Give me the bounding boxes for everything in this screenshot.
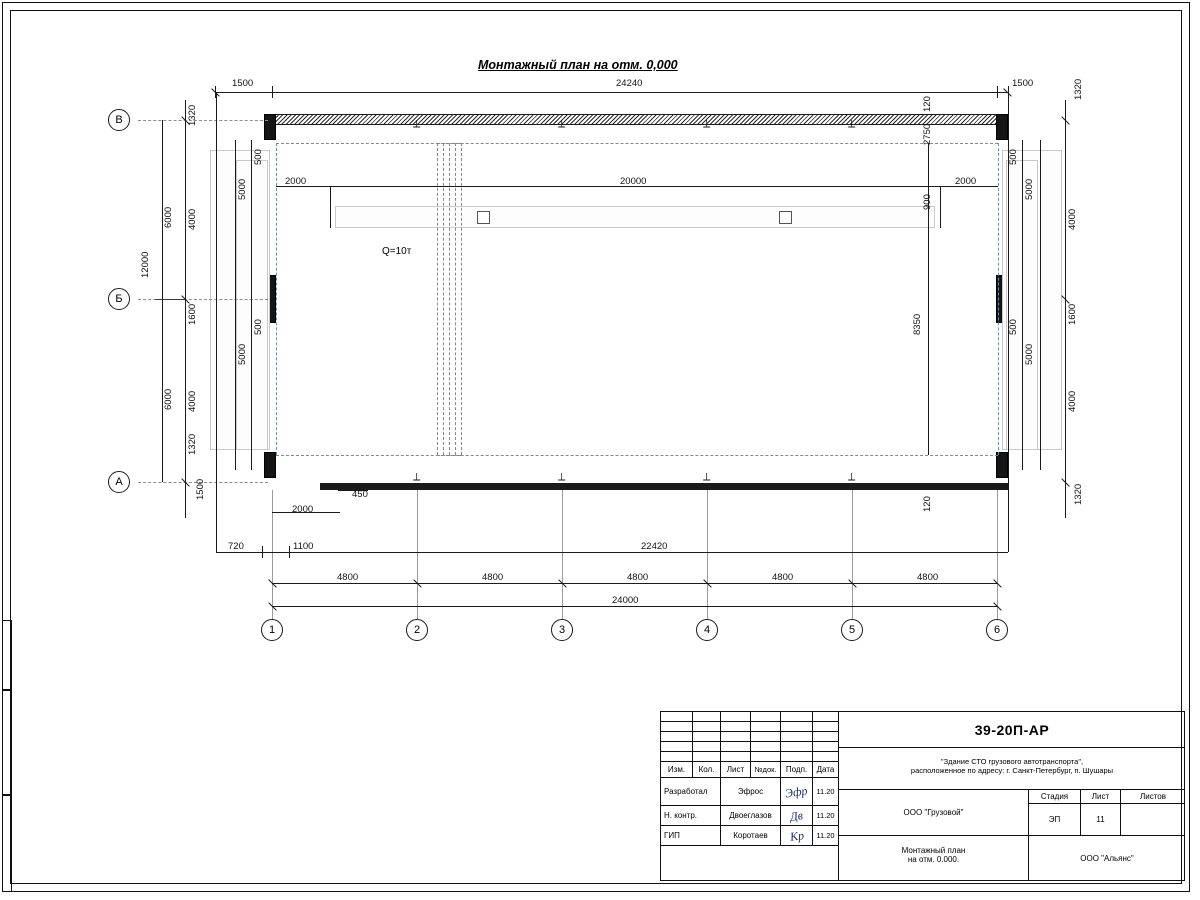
dim-left-6000-bottom: 6000 bbox=[163, 388, 174, 410]
stamp-object-line2: расположенное по адресу: г. Санкт-Петербург, п. Шушары bbox=[910, 765, 1114, 775]
axis-line-v bbox=[138, 120, 268, 121]
axis-bubble-v: В bbox=[108, 109, 130, 131]
dim-span-4: 4800 bbox=[772, 572, 794, 583]
crane-bridge-cap-bottom bbox=[437, 455, 461, 456]
rev-cell-r2c6 bbox=[813, 722, 839, 732]
rev-cell-r1c3 bbox=[721, 712, 751, 722]
stamp-name-1: Эфрос bbox=[721, 778, 781, 806]
dim-right-8350: 8350 bbox=[912, 313, 923, 335]
dim-right-4000-top: 4000 bbox=[1067, 208, 1078, 230]
dim-right-500-top: 500 bbox=[1008, 149, 1019, 165]
dim-span-2: 4800 bbox=[482, 572, 504, 583]
rev-cell-r4c5 bbox=[781, 742, 813, 752]
rev-cell-r5c4 bbox=[751, 752, 781, 762]
dim-top-right-1500: 1500 bbox=[1012, 78, 1034, 89]
axis-bubble-6: 6 bbox=[986, 619, 1008, 641]
crane-bridge-cap-top bbox=[437, 143, 461, 144]
rev-cell-r1c2 bbox=[693, 712, 721, 722]
rev-cell-r5c2 bbox=[693, 752, 721, 762]
crane-zone-top bbox=[276, 143, 998, 144]
axis-bubble-2: 2 bbox=[406, 619, 428, 641]
dim-top-left-1500: 1500 bbox=[232, 78, 254, 89]
ibeam-top-1: ⟂ bbox=[413, 118, 421, 130]
dimline-left-5000 bbox=[235, 140, 236, 470]
band-crane-runway bbox=[335, 206, 935, 228]
rev-cell-r4c2 bbox=[693, 742, 721, 752]
stamp-object-description bbox=[839, 748, 1185, 790]
stamp-sheet-value: 11 bbox=[1081, 804, 1121, 836]
crane-bridge-left bbox=[437, 143, 438, 455]
stamp-customer: ООО "Грузовой" bbox=[839, 790, 1029, 836]
dim-450: 450 bbox=[352, 489, 368, 500]
dim-bottom-120: 120 bbox=[922, 496, 933, 512]
stamp-sheet-title-line2: на отм. 0.000. bbox=[907, 855, 960, 865]
dim-right-5000-bottom: 5000 bbox=[1024, 343, 1035, 365]
rev-cell-r3c6 bbox=[813, 732, 839, 742]
stamp-sheets-value bbox=[1121, 804, 1185, 836]
stamp-col-list: Лист bbox=[721, 762, 751, 778]
dim-left-4000-bottom: 4000 bbox=[187, 390, 198, 412]
gridline-4 bbox=[707, 490, 708, 619]
dimline-left-4000 bbox=[185, 100, 186, 518]
ibeam-bottom-3: ⟂ bbox=[703, 471, 711, 483]
crane-node-left bbox=[477, 211, 490, 224]
dimline-bottom-chain1 bbox=[216, 552, 1008, 553]
rev-cell-r2c5 bbox=[781, 722, 813, 732]
frame-left-stub-bottom bbox=[2, 795, 12, 892]
stamp-col-izm: Изм. bbox=[661, 762, 693, 778]
stamp-sign-2 bbox=[781, 806, 813, 826]
rev-cell-r3c1 bbox=[661, 732, 693, 742]
title-block bbox=[660, 711, 1185, 881]
dim-right-1320-bottom: 1320 bbox=[1073, 483, 1084, 505]
rev-cell-r2c2 bbox=[693, 722, 721, 732]
stamp-sheets-header: Листов bbox=[1121, 790, 1185, 804]
stamp-sheet-title bbox=[839, 836, 1029, 881]
stamp-stage-value: ЭП bbox=[1029, 804, 1081, 836]
dimtick-top-b bbox=[272, 86, 273, 98]
rev-cell-r4c4 bbox=[751, 742, 781, 752]
stamp-role-3: ГИП bbox=[661, 826, 721, 846]
crane-bridge-right2 bbox=[455, 143, 456, 455]
rev-cell-r3c4 bbox=[751, 732, 781, 742]
axis-bubble-5: 5 bbox=[841, 619, 863, 641]
dimline-left-outer bbox=[216, 92, 217, 552]
stamp-col-ndok: №док. bbox=[751, 762, 781, 778]
crane-zone-bottom bbox=[276, 455, 998, 456]
rev-cell-r3c3 bbox=[721, 732, 751, 742]
stamp-object-line1: "Здание СТО грузового автотранспорта", bbox=[940, 757, 1084, 766]
dim-left-4000-top: 4000 bbox=[187, 208, 198, 230]
stamp-col-podp: Подп. bbox=[781, 762, 813, 778]
rev-cell-r5c1 bbox=[661, 752, 693, 762]
dim-wall-thickness-top: 120 bbox=[922, 96, 933, 112]
wall-bottom bbox=[320, 483, 1008, 490]
ibeam-bottom-4: ⟂ bbox=[848, 471, 856, 483]
rev-cell-r3c5 bbox=[781, 732, 813, 742]
dim-bottom-2000: 2000 bbox=[292, 504, 314, 515]
dim-right-2750: 2750 bbox=[922, 123, 933, 145]
stamp-sign-1 bbox=[781, 778, 813, 806]
dimtick-inner-right bbox=[940, 186, 941, 228]
stamp-name-3: Коротаев bbox=[721, 826, 781, 846]
stamp-col-data: Дата bbox=[813, 762, 839, 778]
dimtick-720 bbox=[262, 546, 263, 558]
dim-right-1600: 1600 bbox=[1067, 303, 1078, 325]
ibeam-bottom-2: ⟂ bbox=[558, 471, 566, 483]
stamp-date-2: 11.20 bbox=[813, 806, 839, 826]
rev-cell-r5c6 bbox=[813, 752, 839, 762]
stamp-stage-header: Стадия bbox=[1029, 790, 1081, 804]
dim-span-3: 4800 bbox=[627, 572, 649, 583]
dim-left-12000: 12000 bbox=[140, 251, 151, 278]
rev-cell-r1c4 bbox=[751, 712, 781, 722]
dimline-top-outer bbox=[215, 92, 1008, 93]
axis-bubble-b: Б bbox=[108, 288, 130, 310]
column-corner-tl bbox=[264, 114, 276, 140]
rev-cell-r1c5 bbox=[781, 712, 813, 722]
axis-bubble-3: 3 bbox=[551, 619, 573, 641]
dim-right-500-bottom: 500 bbox=[1008, 319, 1019, 335]
stamp-date-3: 11.20 bbox=[813, 826, 839, 846]
dimtick-inner-left bbox=[330, 186, 331, 228]
dim-top-24240: 24240 bbox=[616, 78, 643, 89]
crane-bridge-right bbox=[461, 143, 462, 455]
axis-bubble-1: 1 bbox=[261, 619, 283, 641]
rev-cell-r2c1 bbox=[661, 722, 693, 732]
stamp-designer-org: ООО "Альянс" bbox=[1080, 854, 1134, 863]
dimline-spans bbox=[272, 583, 998, 584]
dim-inner-left-2000: 2000 bbox=[285, 176, 307, 187]
rev-cell-r1c1 bbox=[661, 712, 693, 722]
axis-b-marker bbox=[155, 299, 185, 300]
ibeam-top-3: ⟂ bbox=[703, 118, 711, 130]
signature-glyph-1: Эфр bbox=[784, 783, 809, 801]
dimline-left-500 bbox=[251, 140, 252, 470]
dim-span-5: 4800 bbox=[917, 572, 939, 583]
ibeam-top-2: ⟂ bbox=[558, 118, 566, 130]
dim-inner-20000: 20000 bbox=[620, 176, 647, 187]
dim-22420: 22420 bbox=[641, 541, 668, 552]
dimline-right-4000 bbox=[1065, 100, 1066, 518]
crane-node-right bbox=[779, 211, 792, 224]
signature-glyph-2: Дв bbox=[789, 808, 804, 824]
dim-span-1: 4800 bbox=[337, 572, 359, 583]
dimline-right-inner bbox=[928, 143, 929, 455]
dim-left-1600: 1600 bbox=[187, 303, 198, 325]
crane-capacity-label: Q=10т bbox=[382, 246, 412, 257]
gridline-3 bbox=[562, 490, 563, 619]
dim-right-5000-top: 5000 bbox=[1024, 178, 1035, 200]
frame-left-stub-top bbox=[2, 620, 12, 690]
rev-cell-r4c6 bbox=[813, 742, 839, 752]
plan-title: Монтажный план на отм. 0,000 bbox=[478, 58, 678, 72]
rev-cell-r3c2 bbox=[693, 732, 721, 742]
stamp-role-2: Н. контр. bbox=[661, 806, 721, 826]
stamp-name-2: Двоеглазов bbox=[721, 806, 781, 826]
dim-left-500-bottom: 500 bbox=[253, 319, 264, 335]
band-left-inner bbox=[236, 160, 268, 450]
stamp-col-kol: Кол. bbox=[693, 762, 721, 778]
dim-24000: 24000 bbox=[612, 595, 639, 606]
rev-cell-r2c3 bbox=[721, 722, 751, 732]
dim-left-500-top: 500 bbox=[253, 149, 264, 165]
dimline-left-12000 bbox=[162, 120, 163, 482]
dimline-right-500 bbox=[1022, 140, 1023, 470]
wall-top bbox=[264, 114, 1008, 125]
gridline-2 bbox=[417, 490, 418, 619]
dimline-right-5000 bbox=[1040, 140, 1041, 470]
dim-top-right-1320: 1320 bbox=[1073, 78, 1084, 100]
axis-bubble-a: А bbox=[108, 471, 130, 493]
stamp-sign-3 bbox=[781, 826, 813, 846]
axis-bubble-4: 4 bbox=[696, 619, 718, 641]
rev-cell-r5c3 bbox=[721, 752, 751, 762]
ibeam-bottom-1: ⟂ bbox=[413, 471, 421, 483]
crane-bridge-mid bbox=[449, 143, 450, 455]
signature-glyph-3: Кр bbox=[788, 828, 805, 844]
rev-cell-r1c6 bbox=[813, 712, 839, 722]
rev-cell-r5c5 bbox=[781, 752, 813, 762]
dim-1100: 1100 bbox=[293, 541, 314, 552]
dim-left-6000-top: 6000 bbox=[163, 206, 174, 228]
frame-left-stub-mid bbox=[2, 690, 12, 795]
gridline-5 bbox=[852, 490, 853, 619]
dimtick-1100 bbox=[289, 546, 290, 558]
rev-cell-r2c4 bbox=[751, 722, 781, 732]
dim-right-4000-bottom: 4000 bbox=[1067, 390, 1078, 412]
rev-cell-r4c1 bbox=[661, 742, 693, 752]
dim-inner-right-2000: 2000 bbox=[955, 176, 977, 187]
column-corner-bl bbox=[264, 452, 276, 478]
dim-right-900: 900 bbox=[922, 194, 933, 210]
gridline-6 bbox=[997, 490, 998, 619]
dimline-24000 bbox=[272, 606, 998, 607]
dimtick-top-c bbox=[997, 86, 998, 98]
gridline-1 bbox=[272, 490, 273, 619]
dim-left-1320-top: 1320 bbox=[187, 104, 198, 126]
rev-cell-r4c3 bbox=[721, 742, 751, 752]
stamp-date-1: 11.20 bbox=[813, 778, 839, 806]
column-corner-tr bbox=[996, 114, 1008, 140]
stamp-sheet-header: Лист bbox=[1081, 790, 1121, 804]
dim-left-5000-bottom: 5000 bbox=[237, 343, 248, 365]
ibeam-top-4: ⟂ bbox=[848, 118, 856, 130]
crane-bridge-left2 bbox=[443, 143, 444, 455]
stamp-project-code: 39-20П-АР bbox=[839, 712, 1185, 748]
dim-left-5000-top: 5000 bbox=[237, 178, 248, 200]
dim-left-1320-bottom: 1320 bbox=[187, 433, 198, 455]
dim-left-1500-bottom: 1500 bbox=[195, 478, 206, 500]
crane-zone-left bbox=[276, 143, 277, 455]
stamp-role-1: Разработал bbox=[661, 778, 721, 806]
stamp-sheet-title-line1: Монтажный план bbox=[901, 846, 966, 855]
stamp-blank-bottom-left bbox=[661, 846, 839, 881]
dim-720: 720 bbox=[228, 541, 244, 552]
crane-zone-right bbox=[998, 143, 999, 455]
